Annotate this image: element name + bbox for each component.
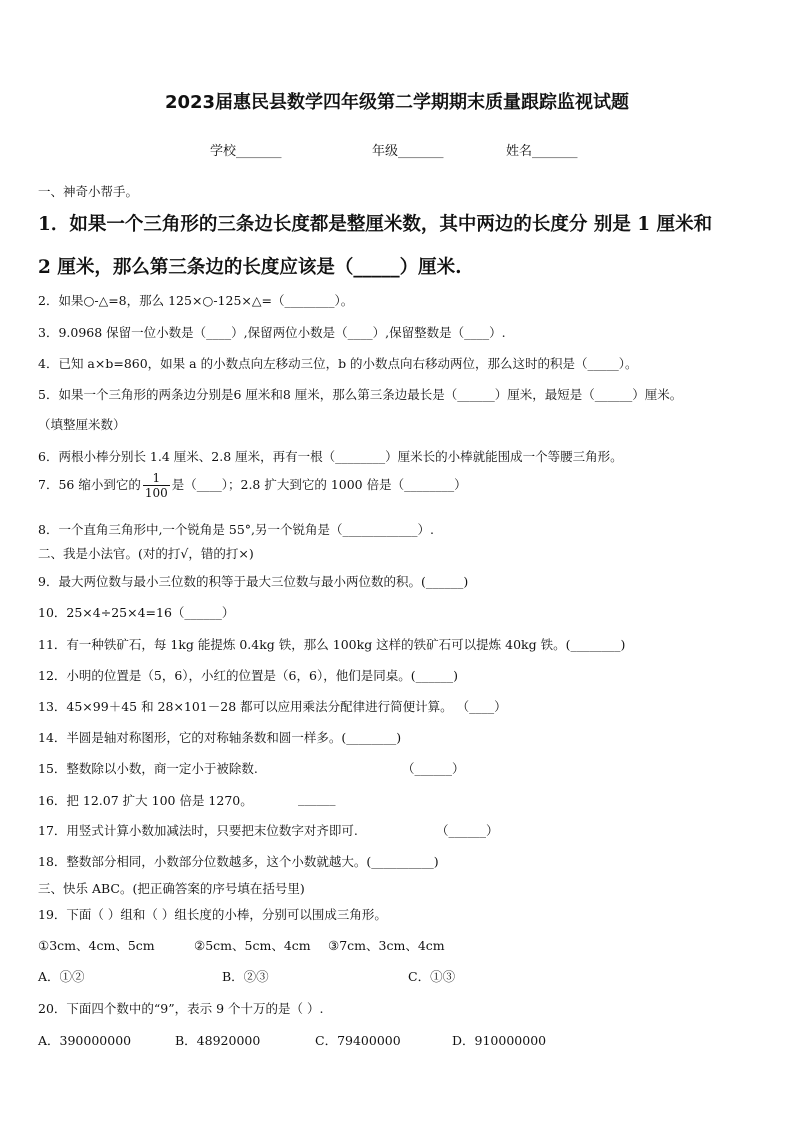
question-8: 8．一个直角三角形中,一个锐角是 55°,另一个锐角是（____________）. bbox=[38, 522, 435, 537]
question-16 bbox=[38, 791, 764, 809]
stick-set-3: ③7cm、3cm、4cm bbox=[328, 938, 445, 953]
page-title: 2023届惠民县数学四年级第二学期期末质量跟踪监视试题 bbox=[164, 92, 630, 113]
q20-option-c[interactable]: C．79400000 bbox=[315, 1033, 401, 1048]
question-2: 2．如果○-△=8，那么 125×○-125×△=（________）。 bbox=[38, 293, 354, 308]
question-9: 9．最大两位数与最小三位数的积等于最大三位数与最小两位数的积。(______) bbox=[38, 574, 469, 589]
question-1-line-1: 1．如果一个三角形的三条边长度都是整厘米数，其中两边的长度分 别是 1 厘米和 bbox=[38, 214, 713, 235]
fraction-denominator: 100 bbox=[144, 486, 168, 500]
question-5-line-2: （填整厘米数） bbox=[38, 417, 126, 432]
question-19: 19．下面（ ）组和（ ）组长度的小棒，分别可以围成三角形。 bbox=[38, 907, 387, 922]
school-field[interactable]: 学校_______ bbox=[210, 144, 282, 159]
question-12: 12．小明的位置是（5，6），小红的位置是（6，6），他们是同桌。(______) bbox=[38, 668, 458, 683]
question-16-blank[interactable]: ______ bbox=[298, 791, 336, 806]
fraction-numerator: 1 bbox=[143, 471, 170, 486]
q19-option-a[interactable]: A．①② bbox=[38, 969, 85, 984]
fraction bbox=[143, 471, 170, 500]
question-15-blank[interactable]: （______） bbox=[402, 761, 465, 776]
question-7-suffix: 是（____）；2.8 扩大到它的 1000 倍是（________） bbox=[171, 477, 467, 492]
section-1-heading: 一、神奇小帮手。 bbox=[38, 184, 139, 199]
question-20: 20．下面四个数中的“9”，表示 9 个十万的是（ ）. bbox=[38, 1001, 324, 1016]
question-11: 11．有一种铁矿石，每 1kg 能提炼 0.4kg 铁，那么 100kg 这样的铁矿石可以提炼 40kg 铁。(________) bbox=[38, 637, 626, 652]
question-13: 13．45×99＋45 和 28×101－28 都可以应用乘法分配律进行简便计算。 （____） bbox=[38, 699, 507, 714]
question-17-text: 17．用竖式计算小数加减法时，只要把末位数字对齐即可. bbox=[38, 823, 358, 838]
q20-option-b[interactable]: B．48920000 bbox=[175, 1033, 261, 1048]
stick-set-1: ①3cm、4cm、5cm bbox=[38, 938, 155, 953]
name-field[interactable]: 姓名_______ bbox=[506, 144, 578, 159]
stick-set-2: ②5cm、5cm、4cm bbox=[194, 938, 311, 953]
question-1-line-2: 2 厘米，那么第三条边的长度应该是（_____）厘米. bbox=[38, 257, 462, 278]
question-15 bbox=[38, 759, 764, 777]
q20-option-d[interactable]: D．910000000 bbox=[452, 1033, 547, 1048]
question-7-prefix: 7．56 缩小到它的 bbox=[38, 477, 141, 492]
question-14: 14．半圆是轴对称图形，它的对称轴条数和圆一样多。(________) bbox=[38, 730, 402, 745]
question-6: 6．两根小棒分别长 1.4 厘米、2.8 厘米，再有一根（________）厘米长的小棒就能围成一个等腰三角形。 bbox=[38, 449, 623, 464]
section-3-heading: 三、快乐 ABC。(把正确答案的序号填在括号里) bbox=[38, 881, 305, 896]
question-16-text: 16．把 12.07 扩大 100 倍是 1270。 bbox=[38, 793, 253, 808]
q20-option-a[interactable]: A．390000000 bbox=[38, 1033, 132, 1048]
grade-field[interactable]: 年级_______ bbox=[372, 144, 444, 159]
question-17 bbox=[38, 821, 764, 839]
question-10: 10．25×4÷25×4=16（______） bbox=[38, 605, 235, 620]
question-3: 3．9.0968 保留一位小数是（____）,保留两位小数是（____）,保留整数是（____）. bbox=[38, 325, 506, 340]
q19-option-b[interactable]: B．②③ bbox=[222, 969, 269, 984]
question-4: 4．已知 a×b=860，如果 a 的小数点向左移动三位，b 的小数点向右移动两位，那么这时的积是（_____）。 bbox=[38, 356, 638, 371]
question-18: 18．整数部分相同，小数部分位数越多，这个小数就越大。(__________) bbox=[38, 854, 439, 869]
question-5-line-1: 5．如果一个三角形的两条边分别是6 厘米和8 厘米，那么第三条边最长是（______）厘米，最短是（______）厘米。 bbox=[38, 387, 683, 402]
question-17-blank[interactable]: （______） bbox=[436, 823, 499, 838]
section-2-heading: 二、我是小法官。(对的打√，错的打×) bbox=[38, 546, 254, 561]
question-7 bbox=[38, 471, 764, 500]
question-15-text: 15．整数除以小数，商一定小于被除数. bbox=[38, 761, 258, 776]
q19-option-c[interactable]: C．①③ bbox=[408, 969, 456, 984]
